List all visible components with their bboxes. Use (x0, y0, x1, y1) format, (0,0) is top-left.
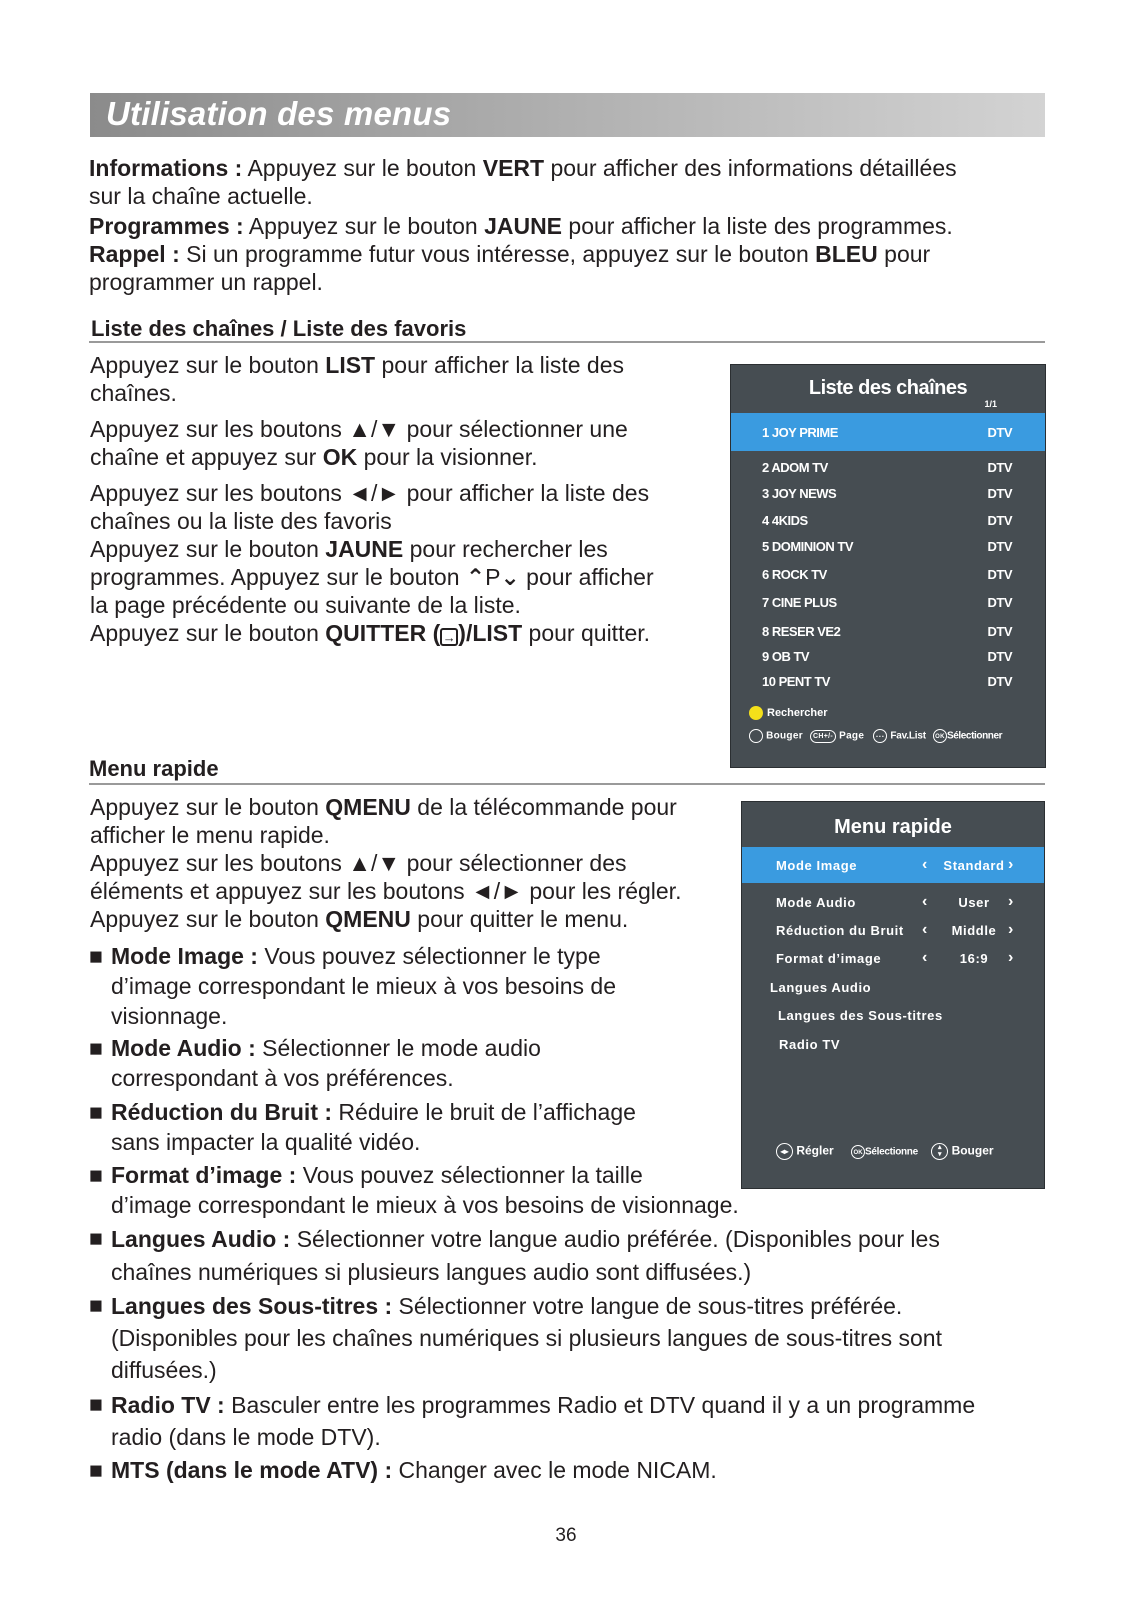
chevron-up-icon: ⌃ (465, 564, 486, 590)
channel-row[interactable]: 9 OB TV DTV (762, 649, 1012, 664)
yellow-button-icon (749, 706, 763, 720)
ok-icon: OK (933, 729, 947, 743)
chevron-right-icon[interactable]: › (1008, 949, 1014, 966)
quick-menu-item[interactable]: Réduction du Bruit ‹ Middle › (776, 921, 1014, 938)
programmes-paragraph: Programmes : Appuyez sur le bouton JAUNE pour afficher la liste des programmes. (89, 213, 953, 239)
ch-page-icon: CH+/- (810, 730, 836, 743)
quick-menu-item[interactable]: Langues des Sous-titres (778, 1008, 943, 1023)
quick-menu-title: Menu rapide (834, 816, 952, 838)
quick-menu-item[interactable]: Mode Image ‹ Standard › (742, 847, 1044, 883)
page-indicator: 1/1 (984, 399, 997, 409)
chevron-left-icon[interactable]: ‹ (922, 921, 928, 938)
channel-list-footer: Bouger CH+/- Page ··· Fav.List OK Sélectionner (749, 729, 1002, 743)
quick-menu-item[interactable]: Mode Audio ‹ User › (776, 893, 1014, 910)
chevron-right-icon[interactable]: › (1008, 921, 1014, 938)
page-title: Utilisation des menus (106, 95, 452, 132)
page-number: 36 (555, 1525, 577, 1546)
chevron-left-icon[interactable]: ‹ (922, 893, 928, 910)
quick-menu-heading: Menu rapide (89, 756, 219, 781)
channel-row[interactable]: 7 CINE PLUS DTV (762, 595, 1012, 610)
channel-list-text: Appuyez sur le bouton LIST pour afficher la liste des chaînes. Appuyez sur les boutons ▲/▼ pour sélectionner une chaîne et appuyez sur OK pour la visionner. Appuyez sur les boutons ◄/► pour afficher la liste des chaînes ou la liste des favoris Appuyez sur le bouton JAUNE pour rechercher les programmes. Appuyez sur le bouton ⌃P⌄ pour afficher la page précédente ou suivante de la liste. Appuyez sur le bouton QUITTER ( → )/LIST pour quitter. (90, 352, 654, 646)
info-paragraph: Informations : Appuyez sur le bouton VERT pour afficher des informations détaillées sur la chaîne actuelle. (89, 155, 957, 209)
channel-row[interactable]: 2 ADOM TV DTV (762, 460, 1012, 475)
channel-row[interactable]: 3 JOY NEWS DTV (762, 486, 1012, 501)
navigate-icon (749, 729, 763, 743)
quick-menu-screen (741, 801, 1045, 1189)
up-down-icon: ▴ ▾ (931, 1143, 948, 1160)
channel-row[interactable]: 5 DOMINION TV DTV (762, 539, 1012, 554)
search-hint[interactable]: Rechercher (749, 706, 828, 720)
chevron-down-icon: ⌄ (500, 564, 520, 590)
channel-row[interactable]: 10 PENT TV DTV (762, 674, 1012, 689)
quick-menu-footer: ◂▸ Régler OK Sélectionne ▴ ▾ Bouger (776, 1143, 994, 1160)
rappel-paragraph: Rappel : Si un programme futur vous intéresse, appuyez sur le bouton BLEU pour programmer un rappel. (89, 241, 931, 295)
divider (89, 341, 1045, 343)
channel-list-heading: Liste des chaînes / Liste des favoris (91, 316, 467, 341)
channel-row[interactable]: 6 ROCK TV DTV (762, 567, 1012, 582)
chevron-right-icon[interactable]: › (1008, 893, 1014, 910)
section-title-bar (90, 93, 1045, 137)
left-right-icon: ◂▸ (776, 1143, 793, 1160)
chevron-right-icon[interactable]: › (1008, 856, 1014, 873)
quick-menu-item[interactable]: Format d’image ‹ 16:9 › (776, 949, 1014, 966)
ok-icon: OK (851, 1145, 865, 1159)
chevron-left-icon[interactable]: ‹ (922, 856, 928, 873)
channel-list-title: Liste des chaînes (808, 377, 968, 399)
channel-row[interactable]: 1 JOY PRIME DTV (731, 413, 1045, 451)
divider (89, 783, 1045, 785)
channel-row[interactable]: 8 RESER VE2 DTV (762, 624, 1012, 639)
dots-icon: ··· (873, 729, 887, 743)
quick-menu-item[interactable]: Langues Audio (770, 980, 872, 995)
exit-icon: → (440, 628, 458, 646)
quick-menu-item[interactable]: Radio TV (779, 1037, 841, 1052)
channel-row[interactable]: 4 4KIDS DTV (762, 513, 1012, 528)
quick-menu-text: Appuyez sur le bouton QMENU de la télécommande pour afficher le menu rapide. Appuyez sur les boutons ▲/▼ pour sélectionner des éléments et appuyez sur les boutons ◄/► pour les régler. Appuyez sur le bouton QMENU pour quitter le menu. (90, 794, 682, 932)
channel-list-screen (730, 364, 1046, 768)
chevron-left-icon[interactable]: ‹ (922, 949, 928, 966)
